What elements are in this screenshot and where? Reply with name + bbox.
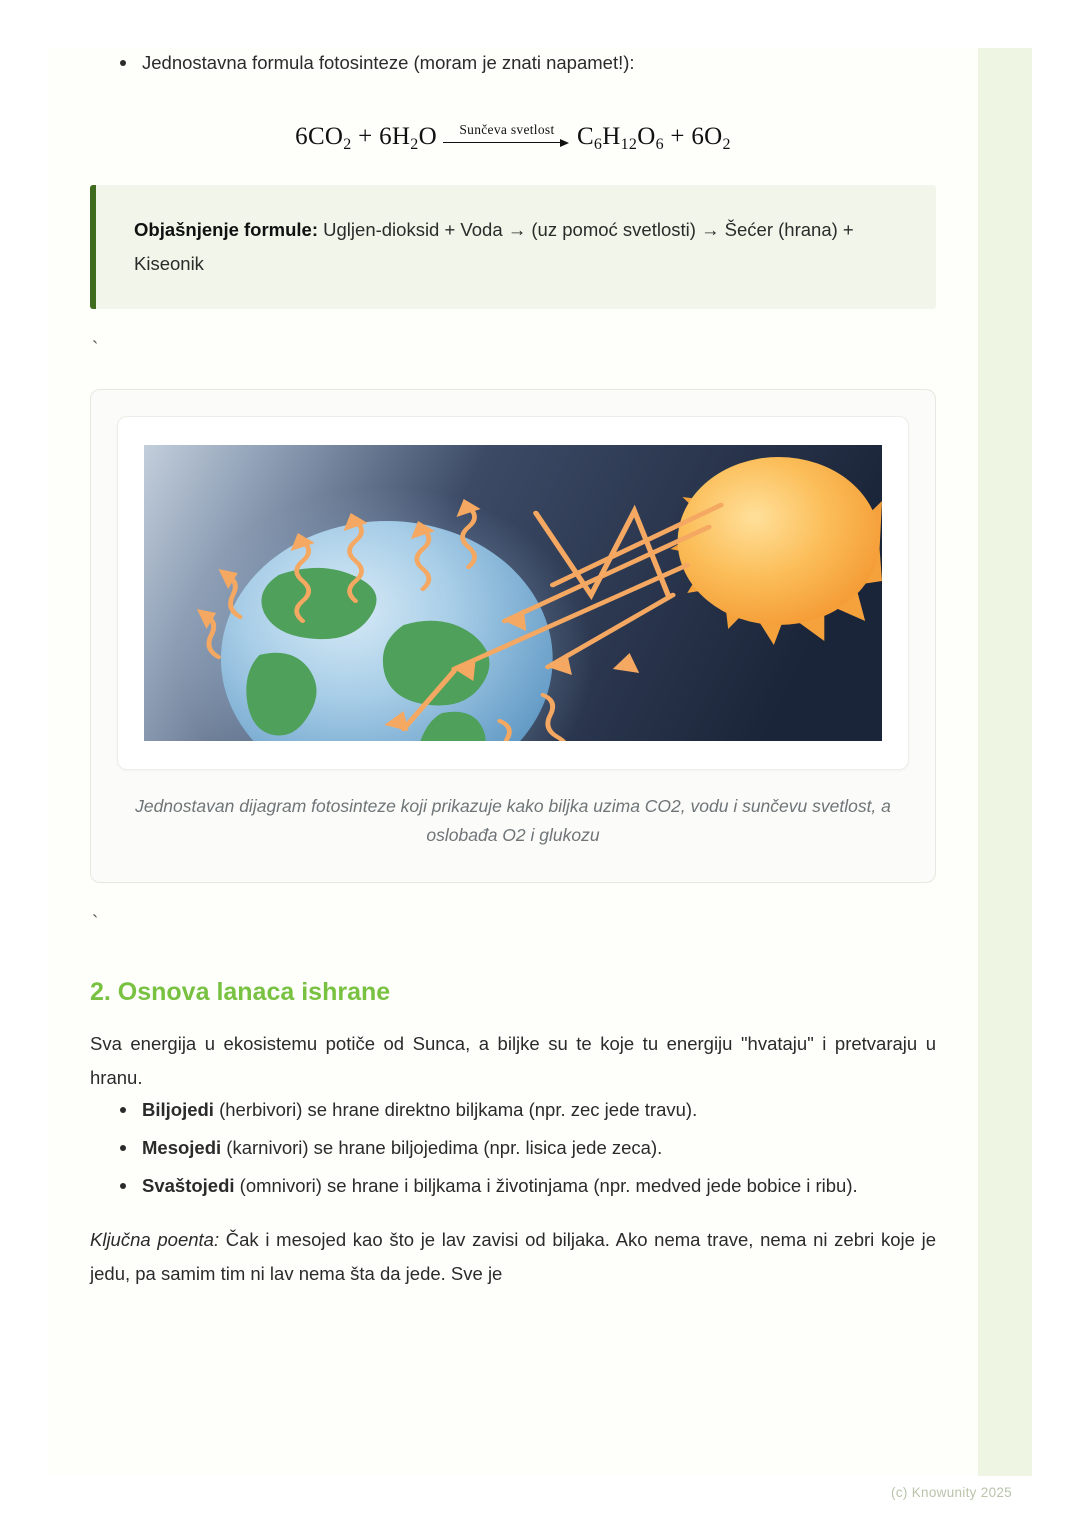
key-point-paragraph xyxy=(90,1223,936,1291)
tick-mark-1: ` xyxy=(92,339,99,360)
key-point-text: Čak i mesojed kao što je lav zavisi od biljaka. Ako nema trave, nema ni zebri koje je jedu, pa samim tim ni lav nema šta da jede. Sve je xyxy=(90,1229,936,1284)
formula-arrow-label: Sunčeva svetlost xyxy=(459,122,555,137)
list-item xyxy=(142,1133,936,1163)
formula-explanation-callout xyxy=(90,185,936,309)
document-content xyxy=(48,48,978,1476)
formula-arrow xyxy=(443,122,571,148)
section-title: 2. Osnova lanaca ishrane xyxy=(90,978,391,1006)
arrow-line-icon xyxy=(443,138,571,148)
sun-icon xyxy=(678,457,880,625)
list-item-term: Svaštojedi xyxy=(142,1175,235,1196)
key-point-label: Ključna poenta: xyxy=(90,1229,220,1250)
list-item-text: (omnivori) se hrane i biljkama i životinjama (npr. medved jede bobice i ribu). xyxy=(234,1175,858,1196)
food-chain-list xyxy=(90,1095,936,1201)
list-item-term: Biljojedi xyxy=(142,1099,214,1120)
formula-reactant-co2: $6CO_2 + 6H_2O$ xyxy=(295,123,437,153)
list-item xyxy=(142,1171,936,1201)
figure-image-frame xyxy=(117,416,909,770)
list-item-text: (karnivori) se hrane biljojedima (npr. lisica jede zeca). xyxy=(221,1137,663,1158)
figure-card xyxy=(90,389,936,883)
callout-text: Objašnjenje formule: Ugljen-dioksid + Voda → (uz pomoć svetlosti) → Šećer (hrana) + Kiseonik xyxy=(134,219,854,274)
list-item-term: Mesojedi xyxy=(142,1137,222,1158)
tick-mark-2: ` xyxy=(92,913,99,934)
list-item-text: (herbivori) se hrane direktno biljkama (npr. zec jede travu). xyxy=(213,1099,698,1120)
callout-label: Objašnjenje formule: xyxy=(134,219,319,240)
photosynthesis-illustration xyxy=(144,445,882,741)
photosynthesis-formula xyxy=(90,122,936,151)
list-item xyxy=(142,1095,936,1125)
list-item: Jednostavna formula fotosinteze (moram je znati napamet!): xyxy=(142,48,936,78)
formula-product-glucose: $C_6H_{12}O_6 + 6O_2$ xyxy=(576,123,731,153)
figure-caption: Jednostavan dijagram fotosinteze koji prikazuje kako biljka uzima CO2, vodu i sunčevu svetlost, a oslobađa O2 i glukozu xyxy=(135,796,891,845)
footer-credit: (c) Knowunity 2025 xyxy=(891,1485,1012,1500)
intro-bullet-list xyxy=(90,48,936,78)
page-side-band xyxy=(975,48,1032,1476)
section-intro-paragraph: Sva energija u ekosistemu potiče od Sunca, a biljke su te koje tu energiju "hvataju" i pretvaraju u hranu. xyxy=(90,1033,936,1088)
illustration-svg xyxy=(144,445,882,741)
